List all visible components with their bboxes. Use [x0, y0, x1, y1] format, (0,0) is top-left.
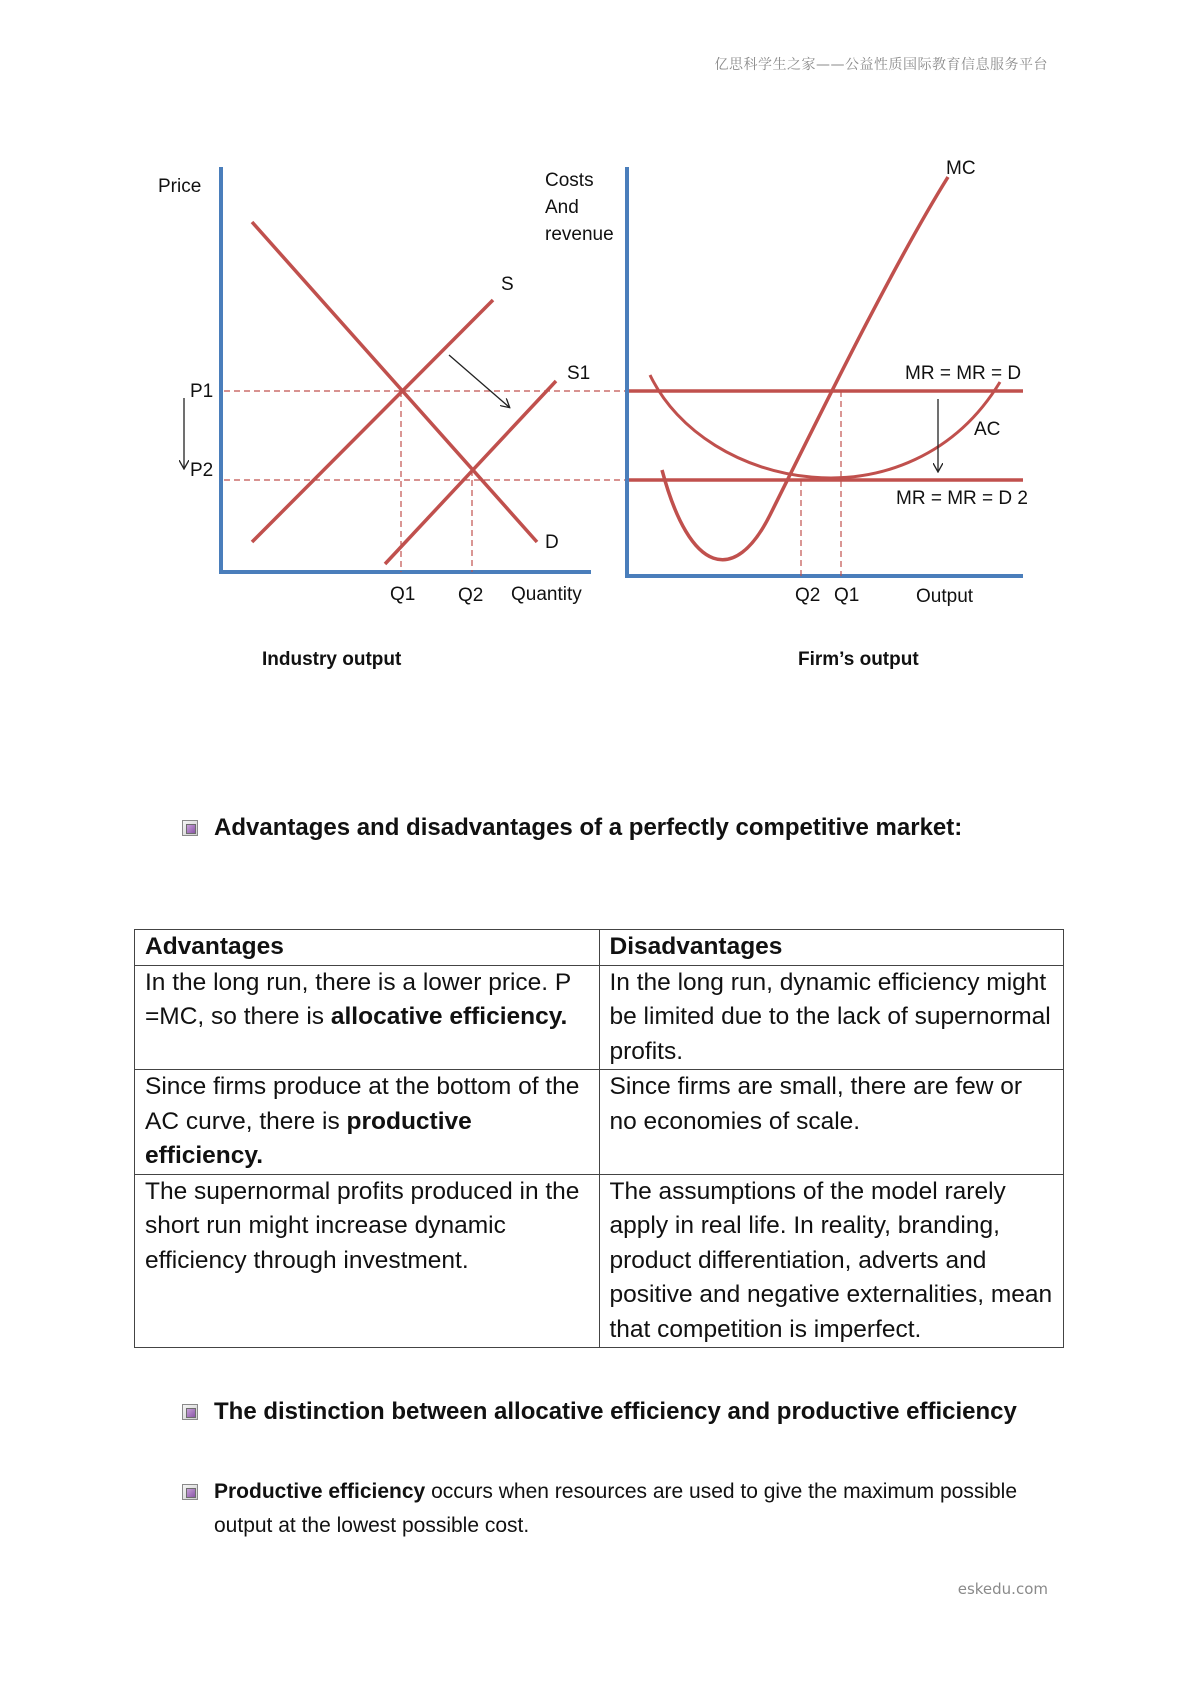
mr-d2-label: MR = MR = D 2 — [896, 488, 1028, 509]
advantage-cell: Since firms produce at the bottom of the AC curve, there is productive efficiency. — [135, 1070, 600, 1175]
supply-label-s1: S1 — [567, 363, 591, 384]
section-heading-distinction — [182, 1398, 1017, 1426]
price-label-p2: P2 — [190, 460, 214, 481]
section-heading-advantages — [182, 814, 962, 842]
supply-curve-s — [252, 300, 493, 542]
advantage-cell: The supernormal profits produced in the short run might increase dynamic efficiency through investment. — [135, 1174, 600, 1348]
disadvantage-cell: The assumptions of the model rarely apply in real life. In reality, branding, product differentiation, adverts and positive and negative externalities, mean that competition is imperfect. — [599, 1174, 1064, 1348]
section-title: The distinction between allocative efficiency and productive efficiency — [214, 1398, 1017, 1425]
supply-shift-arrow — [449, 355, 509, 407]
price-label-p1: P1 — [190, 381, 214, 402]
quantity-label-q2: Q2 — [458, 585, 484, 606]
quantity-axis-label: Quantity — [511, 584, 582, 605]
firm-caption: Firm’s output — [798, 649, 919, 670]
disadvantage-cell: Since firms are small, there are few or no economies of scale. — [599, 1070, 1064, 1175]
table-row — [135, 965, 1064, 1070]
demand-curve — [252, 222, 537, 542]
section-title: Advantages and disadvantages of a perfectly competitive market: — [214, 814, 963, 841]
supply-label-s: S — [501, 274, 514, 295]
output-axis-label: Output — [916, 586, 974, 607]
ac-label: AC — [974, 419, 1001, 440]
costs-axis-label-1: Costs — [545, 170, 594, 191]
productive-efficiency-paragraph — [182, 1475, 1062, 1543]
advantages-table — [134, 929, 1064, 1348]
economics-diagram — [0, 0, 1191, 700]
page-header: 亿思科学生之家——公益性质国际教育信息服务平台 — [714, 57, 1048, 73]
demand-label-d: D — [545, 532, 559, 553]
bullet-square-icon — [182, 1404, 198, 1420]
table-row — [135, 1174, 1064, 1348]
bullet-square-icon — [182, 820, 198, 836]
bullet-square-icon — [182, 1484, 198, 1500]
firm-quantity-label-q2: Q2 — [795, 585, 821, 606]
disadvantage-cell: In the long run, dynamic efficiency might be limited due to the lack of supernormal profits. — [599, 965, 1064, 1070]
firm-quantity-label-q1: Q1 — [834, 585, 860, 606]
advantage-cell: In the long run, there is a lower price. P =MC, so there is allocative efficiency. — [135, 965, 600, 1070]
industry-caption: Industry output — [262, 649, 402, 670]
quantity-label-q1: Q1 — [390, 584, 416, 605]
table-header-row — [135, 930, 1064, 966]
page-footer: eskedu.com — [957, 1580, 1048, 1598]
price-axis-label: Price — [158, 176, 202, 197]
paragraph-text: Productive efficiency occurs when resources are used to give the maximum possible output at the lowest possible cost. — [214, 1480, 1018, 1537]
mr-d-label: MR = MR = D — [905, 363, 1022, 384]
table-row — [135, 1070, 1064, 1175]
disadvantages-header: Disadvantages — [599, 930, 1064, 966]
mc-label: MC — [946, 158, 976, 179]
costs-axis-label-2: And — [545, 197, 579, 218]
costs-axis-label-3: revenue — [545, 224, 614, 245]
advantages-header: Advantages — [135, 930, 600, 966]
